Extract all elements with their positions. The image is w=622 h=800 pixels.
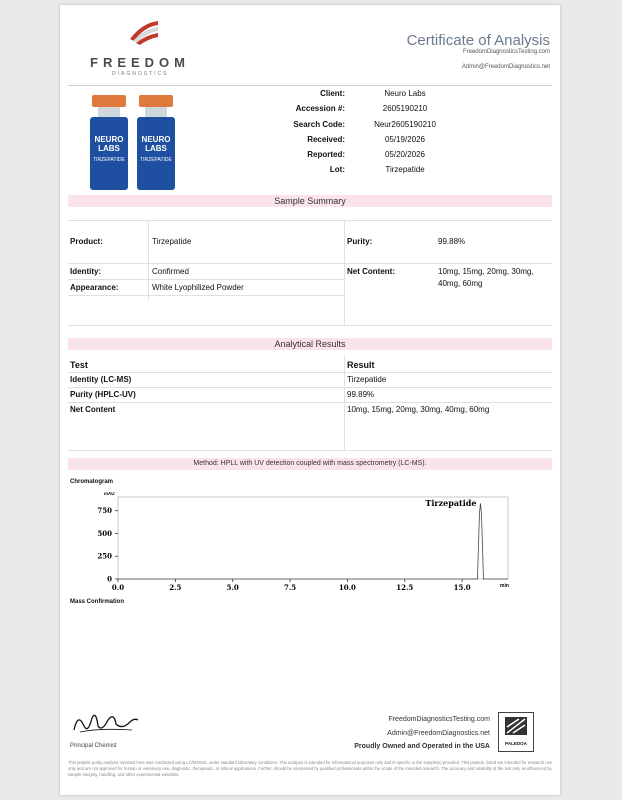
- result-column-header: Result: [347, 360, 375, 370]
- disclaimer-text: This peptide purity analysis reported here was conducted using LC/MS/MS, under standard laboratory conditions. This analysis is intended for informational purposes only and is specific to the sample(s) provided. This peptide, listed are intended for research use only and are not approved for human or veterinary use, diagnostic, therapeutic, or ethical applications. Further, should be interpreted by qualified professionals within the scope of the intended research. The accuracy and reliability of the test only as influenced by sample integrity, handling, and other experimental variables.: [68, 760, 552, 777]
- table-divider: [148, 220, 149, 300]
- signer-role: Principal Chemist: [70, 743, 117, 749]
- chromatogram-title: Chromatogram: [70, 479, 114, 485]
- table-divider: [344, 220, 345, 325]
- accession-label: Accession #:: [295, 104, 345, 113]
- net-content-label: Net Content:: [347, 267, 395, 276]
- table-divider: [68, 325, 552, 326]
- y-tick-label: 0: [107, 574, 112, 584]
- table-divider: [344, 355, 345, 450]
- test-result: 10mg, 15mg, 20mg, 30mg, 40mg, 60mg: [347, 405, 490, 414]
- y-tick-label: 750: [97, 506, 112, 516]
- analytical-results-heading: Analytical Results: [68, 338, 552, 350]
- vial-image: [137, 95, 175, 190]
- seal-badge: [498, 712, 534, 752]
- header-email: Admin@FreedomDiagnostics.net: [461, 64, 550, 70]
- y-tick-label: 500: [97, 528, 112, 538]
- footer-email: Admin@FreedomDiagnostics.net: [387, 730, 490, 737]
- brand-subtitle: DIAGNOSTICS: [112, 71, 169, 77]
- test-result: Tirzepatide: [347, 375, 387, 384]
- certificate-page: [60, 5, 560, 795]
- received-value: 05/19/2026: [384, 135, 426, 144]
- vial-label: NEURO LABS: [141, 135, 171, 153]
- header-divider: [68, 85, 552, 86]
- x-tick-label: 0.0: [111, 583, 125, 592]
- table-divider: [68, 387, 552, 388]
- net-content-line2: 40mg, 60mg: [438, 279, 483, 288]
- x-tick-label: 10.0: [338, 583, 356, 592]
- vial-label: NEURO LABS: [94, 135, 124, 153]
- product-label: Product:: [70, 237, 103, 246]
- appearance-label: Appearance:: [70, 283, 119, 292]
- test-column-header: Test: [70, 360, 88, 370]
- y-axis-label: mAU: [104, 491, 115, 496]
- test-name: Identity (LC-MS): [70, 375, 132, 384]
- footer-website: FreedomDiagnosticsTesting.com: [388, 716, 490, 723]
- test-name: Purity (HPLC-UV): [70, 390, 136, 399]
- purity-label: Purity:: [347, 237, 373, 246]
- reported-label: Reported:: [307, 150, 345, 159]
- search-code-label: Search Code:: [293, 120, 345, 129]
- table-divider: [68, 450, 552, 451]
- reported-value: 05/20/2026: [384, 150, 426, 159]
- net-content-line1: 10mg, 15mg, 20mg, 30mg,: [438, 267, 534, 276]
- client-value: Neuro Labs: [384, 89, 426, 98]
- flag-logo-icon: [128, 19, 160, 45]
- search-code-value: Neur2605190210: [374, 120, 436, 129]
- chromatogram-trace: [118, 503, 508, 579]
- lot-value: Tirzepatide: [385, 165, 425, 174]
- mass-confirmation-title: Mass Confirmation: [70, 599, 125, 605]
- signature-image: [70, 708, 140, 738]
- page-title: Certificate of Analysis: [406, 32, 550, 49]
- peak-label: Tirzepatide: [425, 498, 477, 508]
- identity-value: Confirmed: [152, 267, 189, 276]
- table-divider: [68, 295, 344, 296]
- chromatogram-chart: [68, 487, 528, 597]
- x-tick-label: 12.5: [396, 583, 414, 592]
- sample-summary-heading: Sample Summary: [68, 195, 552, 207]
- appearance-value: White Lyophilized Powder: [152, 283, 244, 292]
- table-divider: [344, 263, 552, 264]
- x-tick-label: 5.0: [226, 583, 239, 592]
- method-description: Method: HPLL with UV detection coupled with mass spectrometry (LC-MS).: [68, 458, 552, 470]
- received-label: Received:: [307, 135, 345, 144]
- product-value: Tirzepatide: [152, 237, 192, 246]
- plot-frame: [118, 497, 508, 579]
- vial-image: [90, 95, 128, 190]
- seal-icon: [499, 713, 533, 739]
- header-website: FreedomDiagnosticsTesting.com: [462, 49, 550, 55]
- vial-sublabel: TIRZEPATIDE: [93, 157, 125, 163]
- purity-value: 99.88%: [438, 237, 466, 246]
- table-divider: [68, 263, 344, 264]
- footer-tagline: Proudly Owned and Operated in the USA: [354, 743, 490, 750]
- y-tick-label: 250: [97, 551, 112, 561]
- table-divider: [68, 220, 552, 221]
- identity-label: Identity:: [70, 267, 102, 276]
- seal-text: PALEDOA: [505, 741, 527, 746]
- table-divider: [68, 279, 344, 280]
- table-divider: [68, 372, 552, 373]
- x-tick-label: 7.5: [283, 583, 297, 592]
- accession-value: 2605190210: [382, 104, 428, 113]
- vial-sublabel: TIRZEPATIDE: [140, 157, 172, 163]
- table-divider: [68, 402, 552, 403]
- client-label: Client:: [320, 89, 345, 98]
- x-tick-label: 2.5: [169, 583, 182, 592]
- x-tick-label: 15.0: [453, 583, 471, 592]
- test-name: Net Content: [70, 405, 116, 414]
- brand-name: FREEDOM: [90, 55, 190, 70]
- x-axis-label: min: [500, 583, 509, 589]
- lot-label: Lot:: [329, 165, 345, 174]
- test-result: 99.89%: [347, 390, 375, 399]
